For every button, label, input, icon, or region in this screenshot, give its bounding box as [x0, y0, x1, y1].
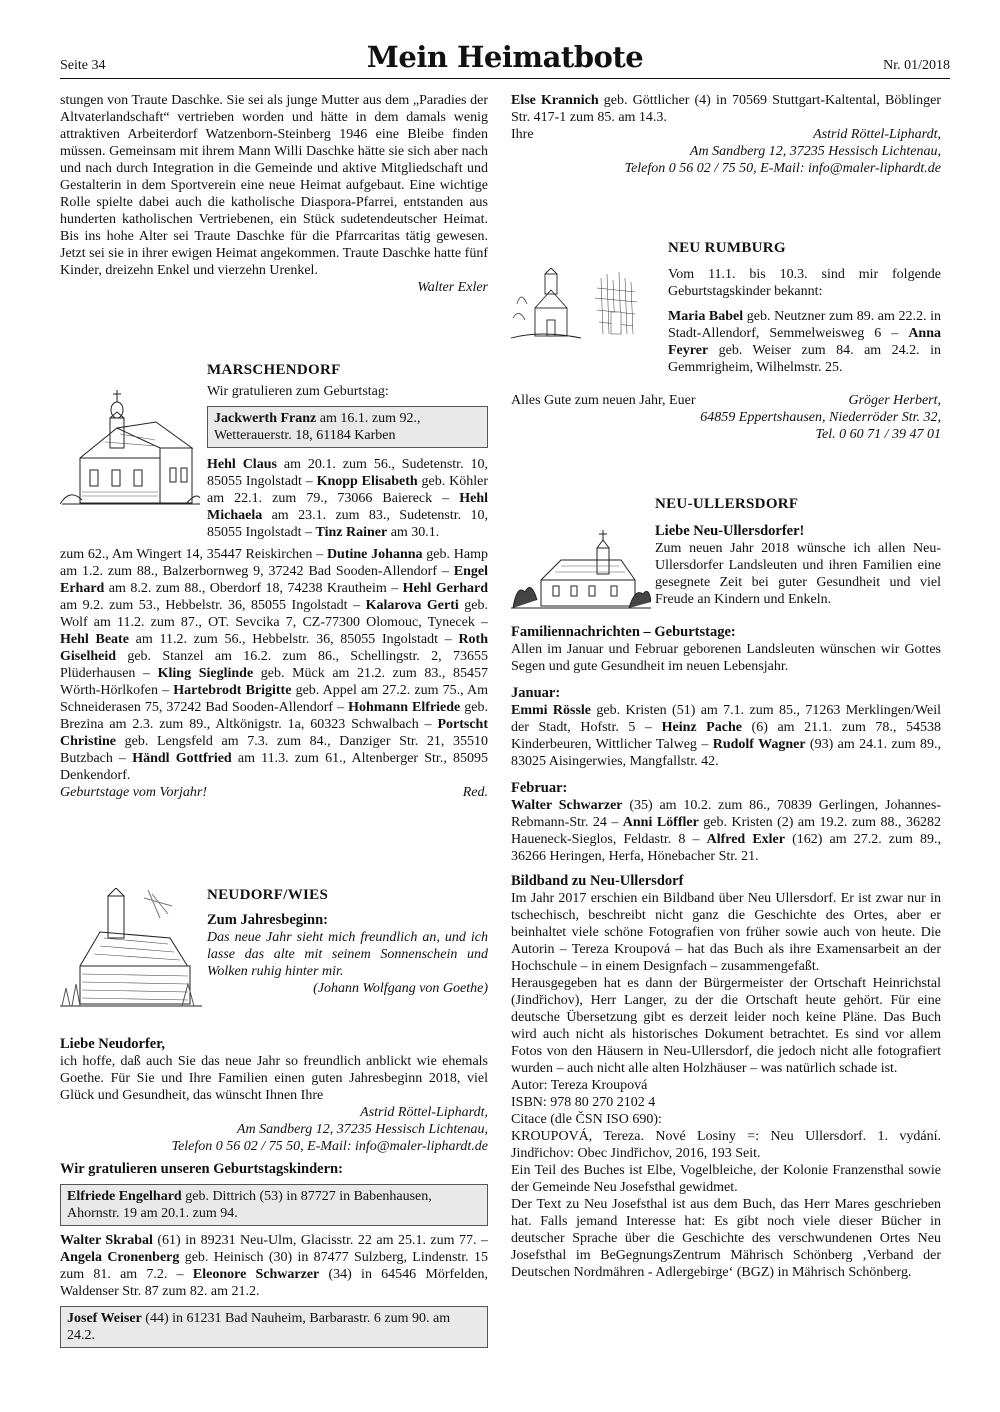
signature-address: Am Sandberg 12, 37235 Hessisch Lichtenau,: [236, 1122, 488, 1137]
birthday-name: Roth Giselheid: [60, 632, 488, 664]
rumburg-entry-top: [668, 308, 941, 376]
marschendorf-section: [207, 362, 488, 541]
neudorf-subtitle: Zum Jahresbeginn:: [207, 912, 328, 928]
birthday-name: Hartebrodt Brigitte: [173, 683, 292, 698]
birthday-name: Elfriede Engelhard: [67, 1189, 182, 1204]
birthday-name: Engel Erhard: [60, 564, 488, 596]
birthday-details: (61) in 89231 Neu-Ulm, Glacisstr. 22 am 25.1. zum 77. –: [152, 1233, 488, 1248]
birthday-name: Walter Skrabal: [60, 1233, 153, 1248]
rumburg-closing: [511, 392, 941, 443]
book-heading: Bildband zu Neu-Ullersdorf: [511, 873, 684, 889]
birthday-details: geb. Köhler am 22.1. zum 79., 73066 Baiereck –: [207, 474, 489, 506]
neudorf-birthday-heading: Wir gratulieren unseren Geburtstagskindern:: [60, 1161, 343, 1177]
birthday-details: am 20.1. zum 56., Sudetenstr. 10, 85055 Ingolstadt –: [207, 457, 488, 489]
birthday-name: Dutine Johanna: [326, 547, 423, 562]
book-paragraph-1: Im Jahr 2017 erschien ein Bildband über Neu Ullersdorf. Er ist zwar nur in tschechisch, beschreibt nicht ganz die Geschichte des Ortes, aber er beinhaltet viele schöne Fotografien von früher sowie auch von heute. Die Autorin – Tereza Kroupová – hat das Buch als ihre Examensarbeit an der Hochschule – in einem Designfach – zusammengefaßt.: [511, 891, 941, 974]
ullersdorf-subtitle: Liebe Neu-Ullersdorfer!: [655, 523, 805, 539]
birthday-details: zum 62., Am Wingert 14, 35447 Reiskirchen –: [60, 547, 327, 562]
marschendorf-list-start: [207, 456, 488, 541]
birthday-details: (6) am 21.1. zum 78., 54538 Kinderbeuren, Wittlicher Talweg –: [511, 720, 942, 752]
birthday-details: (93) am 24.1. zum 89., 83025 Aisingerwies, Mangfallstr. 42.: [511, 737, 942, 769]
birthday-name: Alfred Exler: [706, 832, 785, 847]
birthday-details: geb. Göttlicher (4) in 70569 Stuttgart-Kaltental, Böblinger Str. 417-1 zum 85. am 14.3.: [511, 93, 941, 125]
signature-contact: Telefon 0 56 02 / 75 50, E-Mail: info@maler-liphardt.de: [624, 161, 941, 176]
footnote: Geburtstage vom Vorjahr!: [60, 785, 207, 800]
page-number: Seite 34: [60, 58, 106, 73]
rumburg-birthdays: [668, 308, 941, 376]
birthday-details: geb. Brezina am 2.3. zum 89., Altkönigstr. 1a, 60323 Schwalbach –: [60, 700, 488, 732]
birthday-details: geb. Wolf am 11.2. zum 87., OT. Sevcika 7, CZ-77300 Olomouc, Tynecek –: [60, 598, 489, 630]
ullersdorf-church-illustration: [511, 530, 651, 616]
birthday-name: Emmi Rössle: [511, 703, 592, 718]
rumburg-sign-line: [511, 392, 941, 409]
birthday-name: Maria Babel: [668, 309, 744, 324]
book-isbn: ISBN: 978 80 270 2102 4: [511, 1095, 656, 1110]
neudorf-highlight-box-1: [60, 1184, 488, 1226]
birthday-name: Walter Schwarzer: [511, 798, 623, 813]
february-list: [511, 797, 941, 865]
book-paragraph-3: Ein Teil des Buches ist Elbe, Vogelbleiche, der Kolonie Franzensthal sowie der Gemeinde Neu Josefsthal gewidmet.: [511, 1163, 941, 1195]
quote-author: (Johann Wolfgang von Goethe): [313, 981, 488, 996]
ullersdorf-body: [511, 624, 941, 1281]
ihre-word: Ihre: [511, 127, 534, 142]
birthday-name: Heinz Pache: [661, 720, 742, 735]
family-news-text: Allen im Januar und Februar geborenen Landsleuten wünschen wir Gottes Segen und gute Gesundheit im neuen Lebensjahr.: [511, 642, 941, 674]
rumburg-title: NEU RUMBURG: [668, 240, 786, 256]
january-list: [511, 702, 941, 770]
marschendorf-list-continued: [60, 546, 488, 801]
signature-name: Astrid Röttel-Liphardt,: [813, 127, 941, 142]
signature-address: Am Sandberg 12, 37235 Hessisch Lichtenau,: [689, 144, 941, 159]
rumburg-title-block: [668, 240, 941, 257]
ullersdorf-header-section: [655, 496, 941, 608]
marschendorf-greeting: Wir gratulieren zum Geburtstag:: [207, 384, 389, 399]
neudorf-header-section: [207, 887, 488, 997]
birthday-details: geb. Heinisch (30) in 87477 Sulzberg, Lindenstr. 15 zum 81. am 7.2. –: [60, 1250, 488, 1282]
right-column-top: [511, 92, 941, 177]
editor-signature: Red.: [462, 785, 488, 800]
birthday-details: (162) am 27.2. zum 89., 36266 Heringen, Herfa, Hönebacher Str. 21.: [511, 832, 942, 864]
signature-address: 64859 Eppertshausen, Niederröder Str. 32,: [700, 410, 941, 425]
birthday-details: (34) in 64546 Mörfelden, Waldenser Str. 87 zum 82. am 21.2.: [60, 1267, 488, 1299]
signature-name: Astrid Röttel-Liphardt,: [360, 1105, 488, 1120]
rumburg-text-top: [668, 266, 941, 300]
birthday-details: am 11.2. zum 56., Hebbelstr. 36, 85055 Ingolstadt –: [128, 632, 459, 647]
signature-name: Gröger Herbert,: [848, 393, 941, 408]
obituary-text: stungen von Traute Daschke. Sie sei als junge Mutter aus dem „Paradies der Altvaterlandschaft“ vertrieben worden und hätte in dem damals wenig attraktiven Arbeiterdorf Watzenborn-Steinberg 1946 eine Bleibe finden müssen. Gemeinsam mit ihrem Mann Willi Daschke hätte sie sich aber nach und nach durch Integration in die Gemeinde und aktive Mitgliedschaft und Gestalterin in dem Sportverein eine neue Heimat aufgebaut. Eine wichtige Rolle spielte dabei auch die katholische Diaspora-Pfarrei, entstanden aus hunderten katholischen Vertriebenen, ein Stück sudetendeutscher Heimat. Bis ins hohe Alter sei Traute Daschke für die Pfarrcaritas tätig gewesen. Jetzt sei sie in ihrer ewigen Heimat angekommen. Traute Daschke hatte fünf Kinder, dreizehn Enkel und vierzehn Urenkel.: [60, 93, 488, 278]
birthday-details: am 9.2. zum 53., Hebbelstr. 36, 85055 Ingolstadt –: [60, 598, 366, 613]
birthday-name: Händl Gottfried: [132, 751, 232, 766]
closing-greeting: Alles Gute zum neuen Jahr, Euer: [511, 393, 696, 408]
marschendorf-church-illustration: [60, 388, 202, 516]
birthday-name: Anna Feyrer: [668, 326, 941, 358]
february-heading: Februar:: [511, 780, 568, 796]
neudorf-birthday-list: [60, 1232, 488, 1300]
book-paragraph-2: Herausgegeben hat es dann der Bürgermeister der Ortschaft Heinrichstal (Jindřichov), Herr Langer, zu der die Ortschaft heute gehört. Für eine deutsche Übersetzung gibt es derzeit leider noch keine Pläne. Das Buch wird auch nicht als historisches Dokument betrachtet. Es sind vor allem Fotos von den Häusern in Neu-Ullersdorf, die jedoch nicht alle fotografiert wurden – auch nicht alle alten Holzhäuser – was natürlich schade ist.: [511, 976, 941, 1076]
birthday-details: am 23.1. zum 83., Sudetenstr. 10, 85055 Ingolstadt –: [207, 508, 488, 540]
birthday-name: Josef Weiser: [67, 1311, 142, 1326]
birthday-details: geb. Appel am 27.2. zum 75., Am Schneiderasen 75, 37242 Bad Sooden-Allendorf –: [60, 683, 489, 715]
birthday-name: Rudolf Wagner: [712, 737, 806, 752]
birthday-details: geb. Dittrich (53) in 87727 in Babenhausen, Ahornstr. 19 am 20.1. zum 94.: [67, 1189, 432, 1221]
birthday-name: Hehl Michaela: [207, 491, 488, 523]
birthday-name: Angela Cronenberg: [60, 1250, 180, 1265]
birthday-details: am 8.2. zum 88., Oberdorf 18, 74238 Krautheim –: [104, 581, 403, 596]
neudorf-salutation: Liebe Neudorfer,: [60, 1036, 165, 1052]
marschendorf-highlight-box: [207, 406, 488, 448]
birthday-details: geb. Weiser zum 84. am 24.2. in Gemmrigheim, Wilhelmstr. 25.: [668, 343, 941, 375]
krannich-entry: [511, 92, 941, 126]
birthday-details: geb. Hamp am 1.2. zum 88., Balzerbornweg 9, 37242 Bad Sooden-Allendorf –: [60, 547, 488, 579]
rumburg-lead: Vom 11.1. bis 10.3. sind mir folgende Geburtstagskinder bekannt:: [668, 267, 941, 299]
birthday-details: geb. Kristen (2) am 19.2. zum 88., 36282 Haueneck-Sieglos, Feldastr. 8 –: [511, 815, 941, 847]
neudorf-church-illustration: [60, 888, 202, 1018]
ullersdorf-title: NEU-ULLERSDORF: [655, 496, 799, 512]
birthday-name: Hehl Beate: [60, 632, 129, 647]
marschendorf-title: MARSCHENDORF: [207, 362, 341, 378]
obituary-signature: Walter Exler: [417, 280, 488, 295]
page-header: [60, 40, 950, 80]
birthday-name: Kling Sieglinde: [157, 666, 254, 681]
family-news-heading: Familiennachrichten – Geburtstage:: [511, 624, 736, 640]
signature-line: [511, 126, 941, 143]
neudorf-title: NEUDORF/WIES: [207, 887, 329, 903]
birthday-details: am 11.3. zum 61., Altenberger Str., 85095 Denkendorf.: [60, 751, 488, 783]
birthday-details: geb. Mück am 21.2. zum 83., 85457 Wörth-Hörlkofen –: [60, 666, 488, 698]
neudorf-letter: ich hoffe, daß auch Sie das neue Jahr so freundlich anblickt wie ehemals Goethe. Für Sie und Ihre Familien einen guten Jahresbeginn 2018, viel Glück und Gesundheit, das wünscht Ihnen Ihre: [60, 1054, 488, 1103]
rumburg-chapel-illustration: [511, 268, 661, 346]
birthday-name: Hehl Claus: [207, 457, 277, 472]
birthday-details: (35) am 10.2. zum 86., 70839 Gerlingen, Johannes-Rebmann-Str. 24 –: [511, 798, 941, 830]
book-paragraph-4: Der Text zu Neu Josefsthal ist aus dem Buch, das Herr Mares geschrieben hat. Falls jemand Interesse hat: Es gibt noch viele dieser Bücher in deutscher Sprache über die Geschichte des verschwundenen Ortes Neu Josefsthal im BeGegnungsZentrum Mährisch Schönberg ‚Verband der Deutschen Nordmähren - Adlergebirge‘ (BGZ) in Mährisch Schönberg.: [511, 1197, 941, 1280]
signature-contact: Telefon 0 56 02 / 75 50, E-Mail: info@maler-liphardt.de: [171, 1139, 488, 1154]
neudorf-body: [60, 1036, 488, 1348]
birthday-details: geb. Lengsfeld am 7.3. zum 84., Danziger Str. 21, 35510 Butzbach –: [60, 734, 488, 766]
signature-contact: Tel. 0 60 71 / 39 47 01: [815, 427, 941, 442]
book-citation: KROUPOVÁ, Tereza. Nové Losiny =: Neu Ullersdorf. 1. vydání. Jindřichov: Obec Jindřichov, 2016, 193 Seit.: [511, 1129, 941, 1161]
birthday-details: (44) in 61231 Bad Nauheim, Barbarastr. 6 zum 90. am 24.2.: [67, 1311, 451, 1343]
birthday-details: geb. Stanzel am 16.2. zum 86., Schellingstr. 2, 73655 Plüderhausen –: [60, 649, 488, 681]
birthday-details: geb. Kristen (51) am 7.1. zum 85., 71263 Merklingen/Weil der Stadt, Hofstr. 5 –: [511, 703, 941, 735]
masthead-logo: Mein Heimatbote: [366, 40, 644, 74]
left-column: [60, 92, 488, 296]
birthday-name: Tinz Rainer: [315, 525, 388, 540]
birthday-details: geb. Neutzner zum 89. am 22.2. in Stadt-Allendorf, Semmelweisweg 6 –: [668, 309, 941, 341]
neudorf-highlight-box-2: [60, 1306, 488, 1348]
birthday-name: Hohmann Elfriede: [348, 700, 461, 715]
marschendorf-footer: [60, 784, 488, 801]
header-rule: [60, 78, 950, 79]
birthday-details: am 16.1. zum 92., Wetterauerstr. 18, 61184 Karben: [214, 411, 421, 443]
birthday-details: am 30.1.: [387, 525, 440, 540]
january-heading: Januar:: [511, 685, 561, 701]
birthday-name: Hehl Gerhard: [402, 581, 488, 596]
birthday-name: Kalarova Gerti: [365, 598, 459, 613]
birthday-name: Eleonore Schwarzer: [192, 1267, 320, 1282]
marschendorf-list: [60, 546, 488, 784]
goethe-quote: Das neue Jahr sieht mich freundlich an, und ich lasse das alte mit seinem Sonnenschein und Wolken ruhig hinter mir.: [207, 930, 488, 979]
birthday-name: Knopp Elisabeth: [316, 474, 418, 489]
birthday-name: Else Krannich: [511, 93, 599, 108]
citation-label: Citace (dle ČSN ISO 690):: [511, 1112, 662, 1127]
ullersdorf-wish: Zum neuen Jahr 2018 wünsche ich allen Neu-Ullersdorfer Landsleuten und ihren Familien eine gesegnete Zeit bei guter Gesundheit und viel Freude an Kindern und Enkeln.: [655, 541, 941, 607]
book-author: Autor: Tereza Kroupová: [511, 1078, 648, 1093]
issue-number: Nr. 01/2018: [883, 58, 950, 73]
birthday-name: Anni Löffler: [622, 815, 699, 830]
birthday-name: Portscht Christine: [60, 717, 488, 749]
birthday-name: Jackwerth Franz: [214, 411, 317, 426]
